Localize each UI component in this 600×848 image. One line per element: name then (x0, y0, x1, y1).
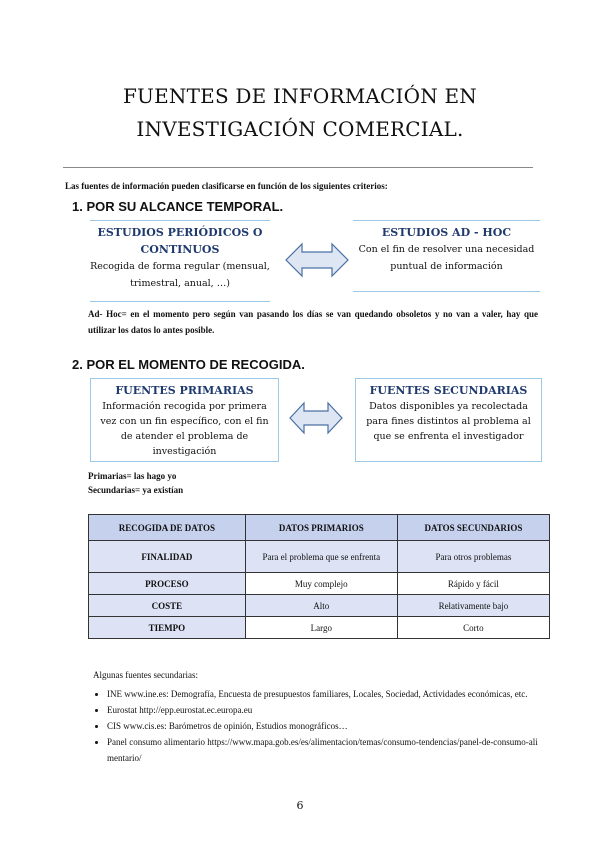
adhoc-studies-box (353, 220, 540, 292)
title-divider (63, 167, 533, 168)
secondary-sources-title: FUENTES SECUNDARIAS (369, 384, 528, 397)
table-cell: Corto (397, 617, 549, 639)
list-item: • CIS www.cis.es: Barómetros de opinión, Estudios monográficos… (107, 718, 541, 734)
intro-text: Las fuentes de información pueden clasificarse en función de los siguientes criterios: (65, 181, 388, 191)
table-cell: Relativamente bajo (397, 595, 549, 617)
table-row-label: PROCESO (89, 573, 246, 595)
periodic-studies-title: ESTUDIOS PERIÓDICOS O CONTINUOS (97, 226, 263, 256)
table-row (89, 595, 550, 617)
table-cell: Para otros problemas (397, 541, 549, 573)
adhoc-note: Ad- Hoc= en el momento pero según van pasando los días se van quedando obsoletos y no van a valer, hay que utilizar los datos lo antes posible. (88, 309, 538, 335)
primary-sources-box (90, 378, 279, 462)
table-row-label: TIEMPO (89, 617, 246, 639)
list-item: • INE www.ine.es: Demografía, Encuesta de presupuestos familiares, Locales, Sociedad, Actividades económicas, etc. (107, 686, 541, 702)
secondary-sources-list (93, 667, 541, 766)
primary-sources-text: Información recogida por primera vez con un fin específico, con el fin de atender el problema de investigación (100, 401, 269, 457)
table-row (89, 541, 550, 573)
sources-heading: Algunas fuentes secundarias: (93, 670, 198, 680)
double-arrow-icon (288, 398, 344, 438)
section2-heading: 2. POR EL MOMENTO DE RECOGIDA. (72, 357, 305, 372)
table-row-label: FINALIDAD (89, 541, 246, 573)
table-cell: Alto (245, 595, 397, 617)
table-header-row (89, 515, 550, 541)
page-number: 6 (296, 799, 304, 812)
primary-note: Primarias= las hago yo (88, 471, 177, 481)
periodic-studies-box (90, 220, 270, 302)
list-item: • Panel consumo alimentario https://www.mapa.gob.es/es/alimentacion/temas/consumo-tendencias/panel-de-consumo-alimentario/ (107, 734, 541, 766)
page-title: FUENTES DE INFORMACIÓN EN INVESTIGACIÓN COMERCIAL. (122, 84, 478, 141)
table-row (89, 573, 550, 595)
periodic-studies-text: Recogida de forma regular (mensual, trimestral, anual, …) (90, 261, 270, 289)
double-arrow-icon (284, 240, 350, 280)
primary-sources-title: FUENTES PRIMARIAS (115, 384, 254, 397)
table-row (89, 617, 550, 639)
table-row-label: COSTE (89, 595, 246, 617)
secondary-note: Secundarias= ya existían (88, 485, 184, 495)
table-cell: Para el problema que se enfrenta (245, 541, 397, 573)
section1-heading: 1. POR SU ALCANCE TEMPORAL. (72, 199, 284, 214)
table-cell: Rápido y fácil (397, 573, 549, 595)
secondary-sources-box (355, 378, 542, 462)
adhoc-studies-title: ESTUDIOS AD - HOC (381, 226, 512, 239)
table-header-cell: DATOS SECUNDARIOS (397, 515, 549, 541)
table-cell: Muy complejo (245, 573, 397, 595)
list-item: • Eurostat http://epp.eurostat.ec.europa.eu (107, 702, 541, 718)
adhoc-studies-text: Con el fin de resolver una necesidad puntual de información (358, 244, 535, 272)
table-header-cell: RECOGIDA DE DATOS (89, 515, 246, 541)
data-collection-table (88, 514, 550, 639)
table-header-cell: DATOS PRIMARIOS (245, 515, 397, 541)
table-cell: Largo (245, 617, 397, 639)
secondary-sources-text: Datos disponibles ya recolectada para fines distintos al problema al que se enfrenta el investigador (366, 401, 531, 442)
